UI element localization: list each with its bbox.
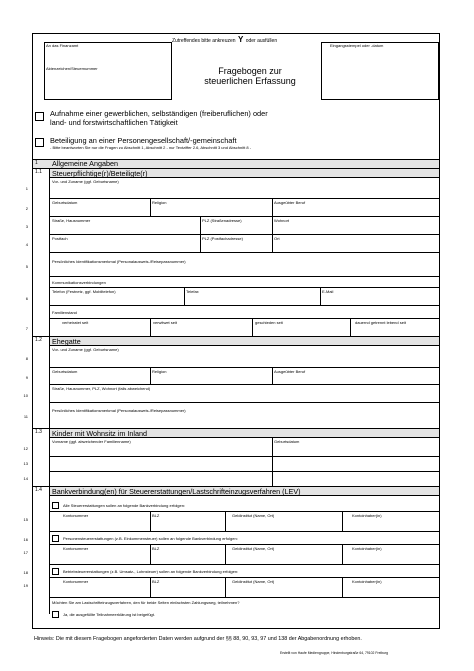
footer-imprint: Erstellt von Haufe Mediengruppe, Hindenburgstraße 64, 79102 Freiburg xyxy=(280,651,388,655)
postfach-label: Postfach xyxy=(52,236,68,241)
line-number: 7 xyxy=(25,326,28,331)
sub12-header-bg xyxy=(50,337,439,345)
line-number: 2 xyxy=(25,206,28,211)
verheiratet-label: verheiratet seit xyxy=(62,320,89,325)
plz-strasse-label: PLZ (Straßenadresse) xyxy=(202,218,242,223)
option1-line1: Aufnahme einer gewerblichen, selbständigen (freiberuflichen) oder xyxy=(50,109,268,118)
line-number: 16 xyxy=(23,537,28,542)
line-number: 13 xyxy=(23,461,28,466)
option2-hint: - Bitte beantworten Sie nur die Fragen zu Abschnitt 1, Abschnitt 2 - nur Textziffer 2.6, Abschnitt 3 und Abschnitt 8 - xyxy=(50,145,252,150)
instruction-suffix: oder ausfüllen xyxy=(245,38,278,44)
sub14-number: 1.4 xyxy=(35,487,42,493)
sub13-title: Kinder mit Wohnsitz im Inland xyxy=(52,429,147,438)
telefax-label: Telefax xyxy=(186,289,199,294)
familienstand-label: Familienstand xyxy=(52,310,77,315)
line-number: 14 xyxy=(23,476,28,481)
bank2-checkbox[interactable] xyxy=(52,535,59,542)
sub13-vorname-label: Vorname (ggf. abweichender Familienname) xyxy=(52,439,131,444)
sub13-geburtsdatum-label: Geburtsdatum xyxy=(274,439,300,444)
bank3-text: Betriebsteuererstattungen (z.B. Umsatz-, Lohnsteuer) sollen an folgende Bankverbindung erfolgen: xyxy=(63,569,239,574)
section1-number: 1 xyxy=(35,160,38,166)
verwitwet-label: verwitwet seit xyxy=(153,320,178,325)
bank2-kontonummer-label: Kontonummer xyxy=(63,546,89,551)
telefon-label: Telefon (Festnetz, ggf. Mobiltelefon) xyxy=(52,289,116,294)
eingangsstempel-label: Eingangsstempel oder -datum xyxy=(330,43,384,48)
strasse-label: Straße, Hausnummer xyxy=(52,218,91,223)
sub12-ident-label: Persönliches Identifikationsmerkmal (Personalausweis-/Reisepassnummer) xyxy=(52,408,186,413)
footer-hinweis: Hinweis: Die mit diesem Fragebogen angeforderten Daten werden aufgrund der §§ 88, 90, 93, 97 und 138 der Abgabenordnung erhoben. xyxy=(34,636,362,642)
wohnort-label: Wohnort xyxy=(274,218,290,223)
bank2-kontoinhaber-label: Kontoinhaber(in) xyxy=(352,546,382,551)
line-number: 11 xyxy=(23,414,28,419)
lev-answer: Ja, die ausgefüllte Teilnahmeerklärung ist beigefügt. xyxy=(63,612,155,617)
bank2-geldinstitut-label: Geldinstitut (Name, Ort) xyxy=(232,546,275,551)
line-number: 6 xyxy=(25,296,28,301)
line-number: 4 xyxy=(25,242,28,247)
line-number: 12 xyxy=(23,446,28,451)
line-number: 5 xyxy=(25,264,28,269)
sub12-religion-label: Religion xyxy=(152,369,167,374)
option1-label xyxy=(50,110,268,128)
bank1-blz-label: BLZ xyxy=(152,513,160,518)
line-number: 1 xyxy=(25,186,28,191)
option2-label: Beteiligung an einer Personengesellschaft/-gemeinschaft xyxy=(50,136,237,145)
line-number: 17 xyxy=(23,550,28,555)
eingangsstempel-box xyxy=(321,42,439,100)
sub12-title: Ehegatte xyxy=(52,337,81,346)
header-instruction xyxy=(172,35,277,44)
ident-label: Persönliches Identifikationsmerkmal (Personalausweis-/Reisepassnummer) xyxy=(52,259,186,264)
bank2-blz-label: BLZ xyxy=(152,546,160,551)
ort-label: Ort xyxy=(274,236,280,241)
section1-title: Allgemeine Angaben xyxy=(52,159,118,168)
line-number: 10 xyxy=(23,393,28,398)
instruction-mark: Y xyxy=(237,35,244,44)
sub12-number: 1.2 xyxy=(35,337,42,343)
bank3-kontonummer-label: Kontonummer xyxy=(63,579,89,584)
bank3-blz-label: BLZ xyxy=(152,579,160,584)
line-number: 18 xyxy=(23,570,28,575)
page-title xyxy=(180,66,320,87)
finanzamt-label: An das Finanzamt xyxy=(46,43,79,48)
instruction-text: Zutreffendes bitte ankreuzen xyxy=(172,38,236,44)
line-number: 9 xyxy=(25,375,28,380)
title-line2: steuerlichen Erfassung xyxy=(204,76,296,87)
bank1-kontonummer-label: Kontonummer xyxy=(63,513,89,518)
sub11-title: Steuerpflichtige(r)/Beteiligte(r) xyxy=(52,169,148,178)
kommunikation-label: Kommunikationsverbindungen xyxy=(52,280,106,285)
line-number: 3 xyxy=(25,224,28,229)
bank1-kontoinhaber-label: Kontoinhaber(in) xyxy=(352,513,382,518)
religion-label: Religion xyxy=(152,200,167,205)
line-number: 8 xyxy=(25,356,28,361)
sub12-geburtsdatum-label: Geburtsdatum xyxy=(52,369,78,374)
option2-checkbox[interactable] xyxy=(35,138,44,147)
lev-question: Möchten Sie am Lastschrifteinzugsverfahren, den für beide Seiten einfachsten Zahlungsweg, teilnehmen? xyxy=(52,600,240,605)
geschieden-label: geschieden seit xyxy=(255,320,283,325)
sub12-beruf-label: Ausgeübter Beruf xyxy=(274,369,306,374)
lev-checkbox[interactable] xyxy=(52,611,59,618)
bank1-geldinstitut-label: Geldinstitut (Name, Ort) xyxy=(232,513,275,518)
line-number: 15 xyxy=(23,517,28,522)
bank3-checkbox[interactable] xyxy=(52,568,59,575)
email-label: E-Mail xyxy=(322,289,334,294)
bank3-geldinstitut-label: Geldinstitut (Name, Ort) xyxy=(232,579,275,584)
bank1-checkbox[interactable] xyxy=(52,502,59,509)
sub13-number: 1.3 xyxy=(35,429,42,435)
beruf-label: Ausgeübter Beruf xyxy=(274,200,306,205)
sub14-title: Bankverbindung(en) für Steuererstattungen/Lastschrifteinzugsverfahren (LEV) xyxy=(52,487,301,496)
option1-checkbox[interactable] xyxy=(35,112,44,121)
title-line1: Fragebogen zur xyxy=(218,66,282,76)
option1-line2: land- und forstwirtschaftlichen Tätigkeit xyxy=(50,117,178,127)
line-number: 19 xyxy=(23,583,28,588)
sub12-vorname-label: Vor- und Zuname (ggf. Geburtsname) xyxy=(52,347,119,352)
vorname-label: Vor- und Zuname (ggf. Geburtsname) xyxy=(52,179,119,184)
finanzamt-box[interactable] xyxy=(44,42,172,100)
bank1-text: Alle Steuererstattungen sollen an folgende Bankverbindung erfolgen: xyxy=(63,503,186,508)
bank3-kontoinhaber-label: Kontoinhaber(in) xyxy=(352,579,382,584)
sub11-number: 1.1 xyxy=(35,169,42,175)
sub12-adresse-label: Straße, Hausnummer, PLZ, Wohnort (falls abweichend) xyxy=(52,386,151,391)
getrennt-label: dauernd getrennt lebend seit xyxy=(355,320,406,325)
geburtsdatum-label: Geburtsdatum xyxy=(52,200,78,205)
aktenzeichen-label: Aktenzeichen/Steuernummer xyxy=(46,66,98,71)
plz-postfach-label: PLZ (Postfachadresse) xyxy=(202,236,243,241)
bank2-text: Personensteuererstattungen (z.B. Einkommensteuer) sollen an folgende Bankverbindung erfolgen: xyxy=(63,536,238,541)
